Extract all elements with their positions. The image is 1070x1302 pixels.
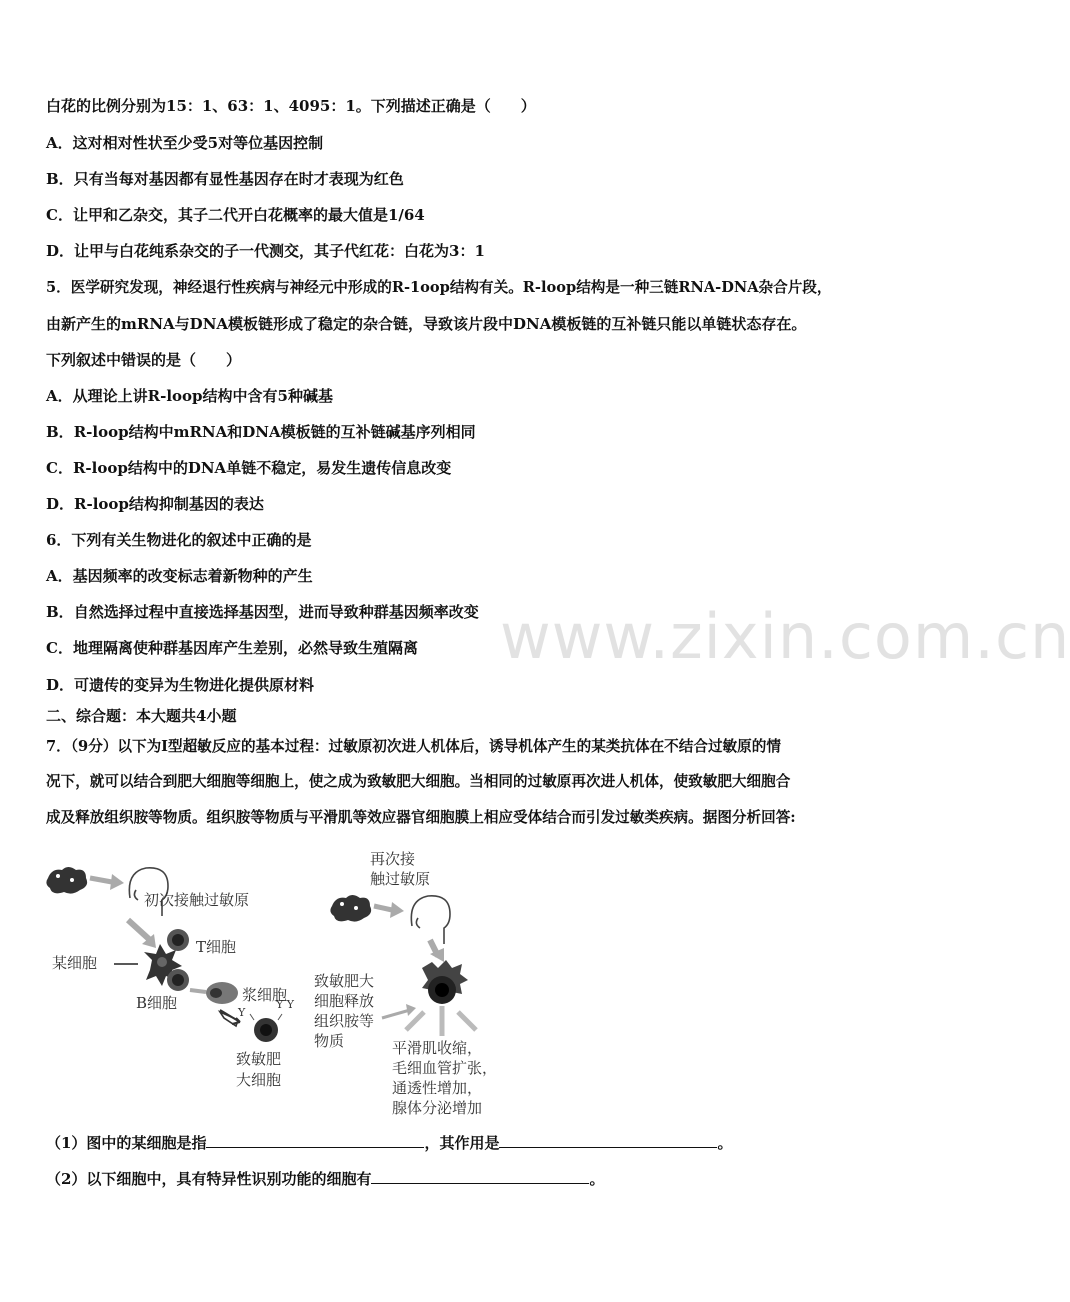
q4-option-a: A．这对相对性状至少受5对等位基因控制 — [46, 134, 324, 152]
allergen-icon — [46, 867, 87, 894]
q7-sub1: （1）图中的某细胞是指 ，其作用是 。 — [46, 1134, 733, 1152]
q4-option-d: D．让甲与白花纯系杂交的子一代测交，其子代红花：白花为3：1 — [46, 242, 485, 260]
watermark: www.zixin.com.cn — [500, 600, 1070, 673]
answer-blank-1[interactable] — [206, 1133, 424, 1148]
q6-option-d: D．可遗传的变异为生物进化提供原材料 — [46, 676, 315, 694]
q7-sub2: （2）以下细胞中，具有特异性识别功能的细胞有 。 — [46, 1170, 605, 1188]
t-cell-icon — [167, 929, 189, 951]
head-icon-second — [411, 896, 450, 944]
label-release-1: 致敏肥大 — [314, 972, 375, 990]
plasma-cell-icon — [206, 982, 238, 1004]
b-cell-icon — [167, 969, 189, 991]
q5-option-b: B．R-loop结构中mRNA和DNA模板链的互补链碱基序列相同 — [46, 423, 476, 441]
label-effect-1: 平滑肌收缩， — [392, 1039, 483, 1057]
q6-stem: 6．下列有关生物进化的叙述中正确的是 — [46, 531, 312, 549]
q5-stem-line1: 5．医学研究发现，神经退行性疾病与神经元中形成的R-1oop结构有关。R-loop结构是一种三链RNA-DNA杂合片段， — [46, 279, 832, 296]
q7-line3: 成及释放组织胺等物质。组织胺等物质与平滑肌等效应器官细胞膜上相应受体结合而引发过敏类疾病。据图分析回答: — [46, 809, 796, 826]
q4-option-b: B．只有当每对基因都有显性基因存在时才表现为红色 — [46, 170, 404, 188]
label-release-2: 细胞释放 — [314, 992, 375, 1010]
arrow — [90, 878, 112, 882]
mast-cell-release-icon — [406, 960, 476, 1036]
q5-option-c: C．R-loop结构中的DNA单链不稳定，易发生遗传信息改变 — [46, 459, 452, 477]
label-plasma-cell: 浆细胞 — [242, 986, 288, 1004]
q5-option-d: D．R-loop结构抑制基因的表达 — [46, 495, 264, 513]
label-first-contact: 初次接触过敏原 — [144, 891, 250, 909]
q4-stem: 白花的比例分别为15：1、63：1、4095：1。下列描述正确是（ ） — [46, 97, 536, 115]
q6-option-b: B．自然选择过程中直接选择基因型，进而导致种群基因频率改变 — [46, 603, 479, 621]
q7-line1: 7．（9分）以下为I型超敏反应的基本过程：过敏原初次进人机体后，诱导机体产生的某类抗体在不结合过敏原的情 — [46, 738, 781, 755]
label-b-cell: B细胞 — [136, 994, 178, 1012]
q5-stem-line2: 由新产生的mRNA与DNA模板链形成了稳定的杂合链，导致该片段中DNA模板链的互补链只能以单链状态存在。 — [46, 315, 807, 333]
label-effect-2: 毛细血管扩张， — [392, 1059, 498, 1077]
label-sensitized-2: 大细胞 — [236, 1071, 282, 1089]
q6-option-a: A．基因频率的改变标志着新物种的产生 — [46, 567, 313, 585]
label-sensitized-1: 致敏肥 — [236, 1050, 282, 1068]
allergy-process-diagram — [40, 840, 540, 1120]
q6-option-c: C．地理隔离使种群基因库产生差别，必然导致生殖隔离 — [46, 639, 418, 657]
mast-cell-icon — [250, 1014, 282, 1042]
q4-option-c: C．让甲和乙杂交，其子二代开白花概率的最大值是1/64 — [46, 206, 425, 224]
label-t-cell: T细胞 — [196, 938, 237, 956]
answer-blank-2[interactable] — [499, 1133, 717, 1148]
q5-stem-line3: 下列叙述中错误的是（ ） — [46, 351, 242, 369]
section-heading: 二、综合题：本大题共4小题 — [46, 707, 237, 725]
label-some-cell: 某细胞 — [52, 954, 98, 972]
label-second-contact-2: 触过敏原 — [370, 870, 431, 888]
label-release-3: 组织胺等 — [314, 1012, 375, 1030]
answer-blank-3[interactable] — [371, 1169, 589, 1184]
q7-line2: 况下，就可以结合到肥大细胞等细胞上，使之成为致敏肥大细胞。当相同的过敏原再次进人机体，使致敏肥大细胞合 — [46, 773, 791, 790]
svg-text:Y Y: Y Y — [276, 998, 295, 1011]
label-effect-3: 通透性增加， — [392, 1079, 483, 1097]
q5-option-a: A．从理论上讲R-loop结构中含有5种碱基 — [46, 387, 333, 405]
label-effect-4: 腺体分泌增加 — [392, 1099, 483, 1117]
label-release-4: 物质 — [314, 1032, 345, 1050]
svg-text:Y: Y — [238, 1006, 246, 1019]
allergen-icon-second — [330, 895, 371, 922]
label-second-contact-1: 再次接 — [370, 850, 416, 868]
